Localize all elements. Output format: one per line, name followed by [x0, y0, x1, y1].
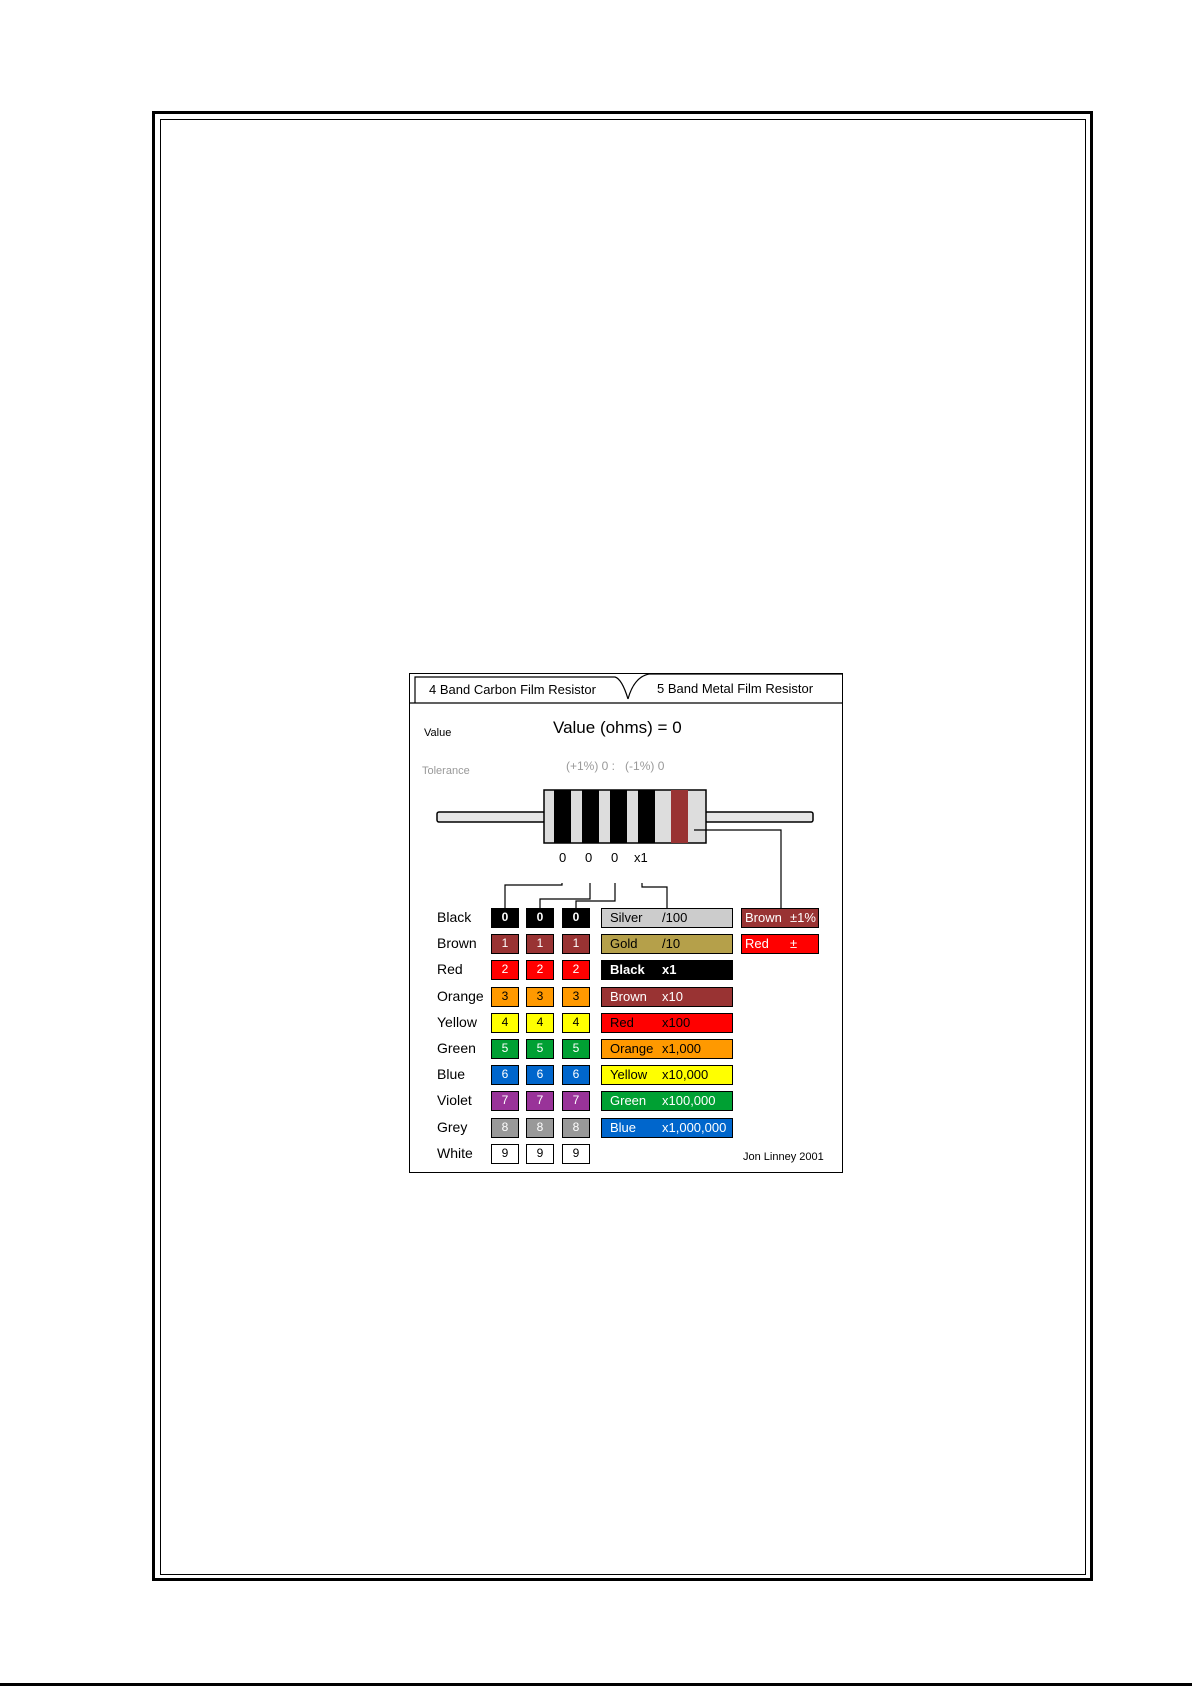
multiplier-value: /100 — [662, 910, 688, 925]
resistor-band-3 — [610, 790, 627, 843]
multiplier-chip-green[interactable] — [601, 1091, 733, 1111]
digit-1-chip-orange[interactable]: 3 — [491, 987, 519, 1007]
resistor-band-2 — [582, 790, 599, 843]
multiplier-value: x10 — [662, 988, 683, 1004]
digit-3-chip-brown[interactable]: 1 — [562, 934, 590, 954]
multiplier-name: Gold — [610, 936, 638, 952]
multiplier-value: x100,000 — [662, 1093, 716, 1109]
digit-3-chip-grey[interactable]: 8 — [562, 1118, 590, 1138]
author-credit: Jon Linney 2001 — [743, 1151, 824, 1163]
digit-readout-1: 0 — [559, 850, 567, 865]
digit-3-chip-green[interactable]: 5 — [562, 1039, 590, 1059]
tolerance-chip-brown[interactable] — [741, 908, 819, 928]
multiplier-chip-gold[interactable] — [601, 934, 733, 954]
digit-2-chip-blue[interactable]: 6 — [526, 1065, 554, 1085]
value-label: Value — [424, 727, 452, 739]
tolerance-name: Red — [745, 936, 769, 952]
digit-2-chip-green[interactable]: 5 — [526, 1039, 554, 1059]
multiplier-value: x1,000,000 — [662, 1119, 727, 1135]
digit-1-chip-yellow[interactable]: 4 — [491, 1013, 519, 1033]
multiplier-name: Brown — [610, 988, 647, 1004]
tab-carbon-film[interactable]: 4 Band Carbon Film Resistor — [429, 682, 596, 697]
digit-3-chip-orange[interactable]: 3 — [562, 987, 590, 1007]
color-label-green: Green — [437, 1040, 476, 1056]
multiplier-value: x100 — [662, 1014, 691, 1030]
digit-1-chip-green[interactable]: 5 — [491, 1039, 519, 1059]
digit-readout-2: 0 — [585, 850, 593, 865]
color-label-violet: Violet — [437, 1092, 472, 1109]
digit-1-chip-grey[interactable]: 8 — [491, 1118, 519, 1138]
digit-readout-3: 0 — [611, 850, 619, 865]
digit-2-chip-grey[interactable]: 8 — [526, 1118, 554, 1138]
multiplier-chip-orange[interactable] — [601, 1039, 733, 1059]
multiplier-name: Orange — [610, 1041, 654, 1056]
tolerance-value: ± 2% — [790, 936, 809, 969]
tolerance-name: Brown — [745, 910, 782, 925]
multiplier-value: x1 — [662, 962, 677, 978]
multiplier-value: x10,000 — [662, 1067, 709, 1083]
resistor-band-4 — [638, 790, 655, 843]
digit-2-chip-orange[interactable]: 3 — [526, 987, 554, 1007]
resistor-calculator — [409, 673, 843, 1173]
digit-1-chip-violet[interactable]: 7 — [491, 1091, 519, 1111]
multiplier-name: Yellow — [610, 1067, 648, 1083]
digit-1-chip-blue[interactable]: 6 — [491, 1065, 519, 1085]
digit-1-chip-black[interactable]: 0 — [491, 908, 519, 928]
multiplier-name: Silver — [610, 910, 643, 925]
multiplier-name: Blue — [610, 1119, 637, 1135]
digit-2-chip-red[interactable]: 2 — [526, 960, 554, 980]
resistor-lead-left — [437, 812, 545, 822]
multiplier-value: x1,000 — [662, 1041, 702, 1056]
tolerance-display: (+1%) 0 : (-1%) 0 — [566, 759, 665, 773]
multiplier-chip-silver[interactable] — [601, 908, 733, 928]
multiplier-chip-red[interactable] — [601, 1013, 733, 1033]
tolerance-label: Tolerance — [422, 765, 470, 777]
multiplier-chip-yellow[interactable] — [601, 1065, 733, 1085]
resistor-band-1 — [554, 790, 571, 843]
digit-3-chip-violet[interactable]: 7 — [562, 1091, 590, 1111]
multiplier-value: /10 — [662, 936, 681, 952]
digit-3-chip-yellow[interactable]: 4 — [562, 1013, 590, 1033]
digit-1-chip-white[interactable]: 9 — [491, 1144, 519, 1164]
digit-2-chip-black[interactable]: 0 — [526, 908, 554, 928]
digit-3-chip-red[interactable]: 2 — [562, 960, 590, 980]
digit-1-chip-red[interactable]: 2 — [491, 960, 519, 980]
digit-3-chip-blue[interactable]: 6 — [562, 1065, 590, 1085]
color-label-blue: Blue — [437, 1066, 466, 1083]
digit-2-chip-yellow[interactable]: 4 — [526, 1013, 554, 1033]
multiplier-readout: x1 — [634, 850, 648, 865]
digit-3-chip-black[interactable]: 0 — [562, 908, 590, 928]
color-label-orange: Orange — [437, 987, 484, 1004]
multiplier-name: Red — [610, 1014, 634, 1030]
resistor-lead-right — [705, 812, 813, 822]
resistor-band-tolerance — [671, 790, 688, 843]
digit-3-chip-white[interactable]: 9 — [562, 1144, 590, 1164]
multiplier-chip-black[interactable] — [601, 960, 733, 980]
value-display: Value (ohms) = 0 — [553, 718, 682, 737]
multiplier-chip-brown[interactable] — [601, 987, 733, 1007]
color-label-white: White — [437, 1144, 473, 1161]
color-label-grey: Grey — [437, 1118, 468, 1135]
color-label-brown: Brown — [437, 935, 477, 952]
tolerance-chip-red[interactable] — [741, 934, 819, 969]
color-label-black: Black — [437, 909, 472, 925]
digit-2-chip-violet[interactable]: 7 — [526, 1091, 554, 1111]
digit-2-chip-brown[interactable]: 1 — [526, 934, 554, 954]
multiplier-name: Black — [610, 962, 645, 978]
multiplier-name: Green — [610, 1093, 647, 1109]
tab-metal-film[interactable]: 5 Band Metal Film Resistor — [657, 681, 814, 696]
digit-2-chip-white[interactable]: 9 — [526, 1144, 554, 1164]
color-label-red: Red — [437, 961, 463, 978]
multiplier-chip-blue[interactable] — [601, 1118, 733, 1138]
tolerance-value: ±1% — [790, 910, 816, 925]
color-label-yellow: Yellow — [437, 1013, 477, 1030]
digit-1-chip-brown[interactable]: 1 — [491, 934, 519, 954]
